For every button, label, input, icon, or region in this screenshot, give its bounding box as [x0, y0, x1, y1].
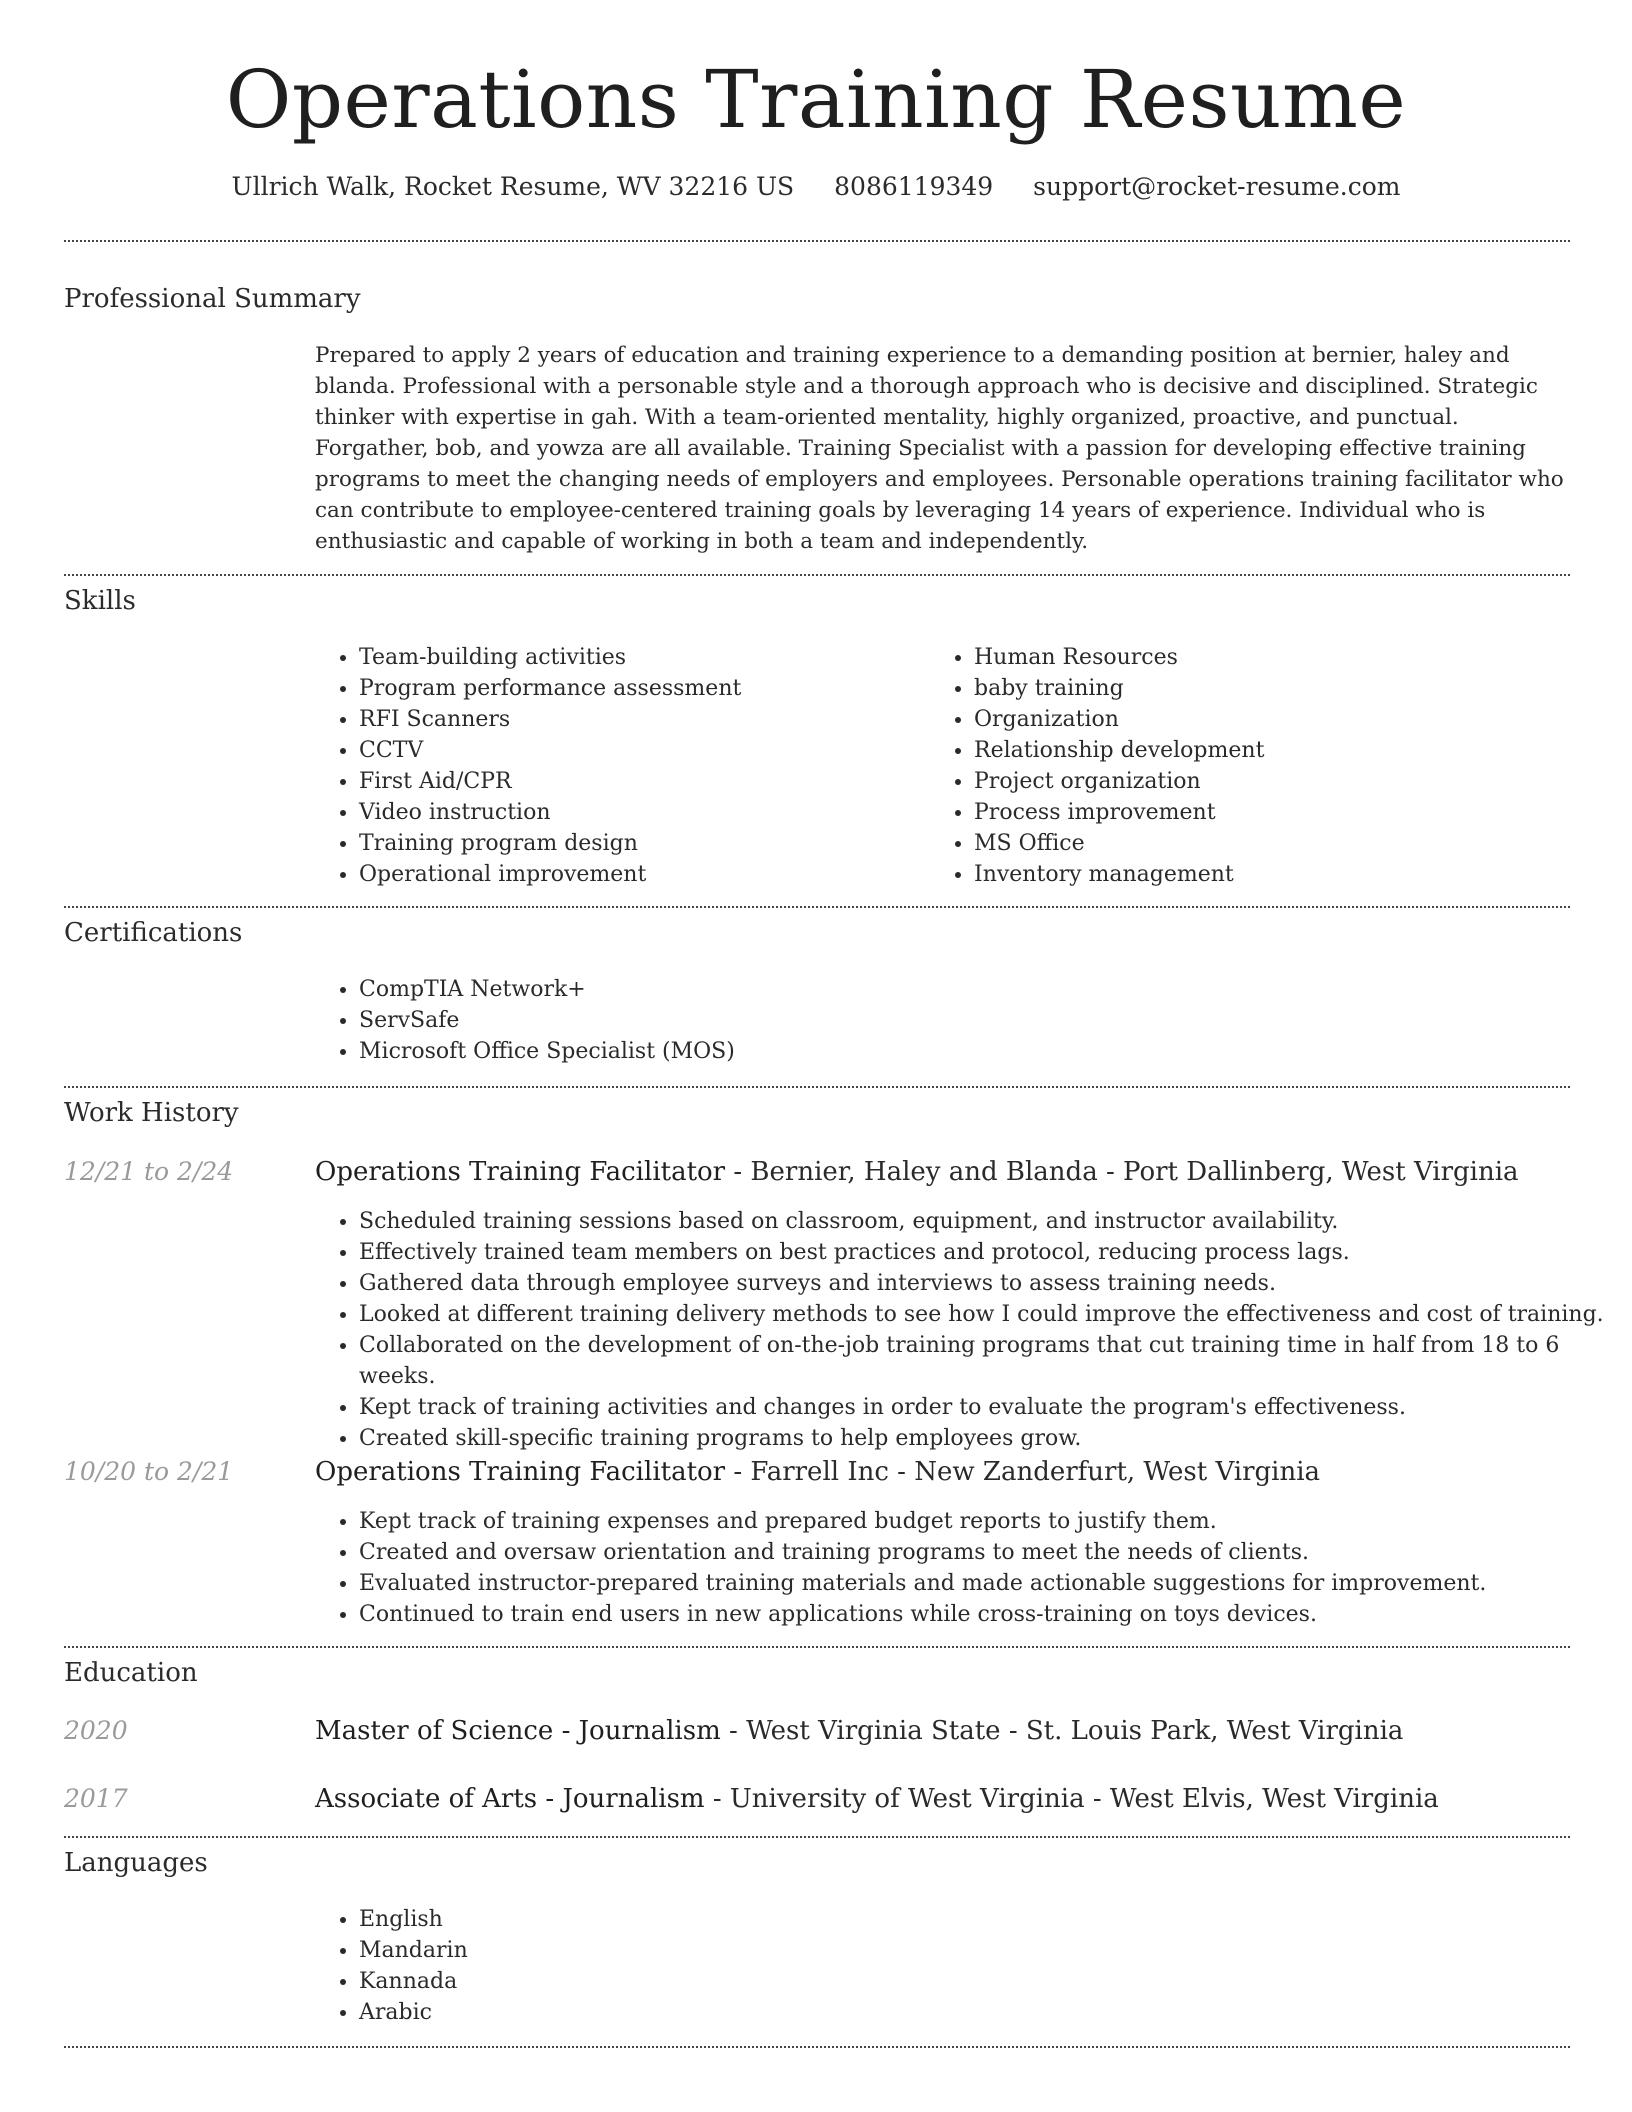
education-entry: [315, 1782, 1570, 1816]
list-item: • Continued to train end users in new applications while cross-training on toys devices.: [359, 1599, 1614, 1630]
job-role: Operations Training Facilitator: [315, 1457, 726, 1487]
list-item: • Effectively trained team members on best practices and protocol, reducing process lags.: [359, 1237, 1614, 1268]
contact-address: Ullrich Walk, Rocket Resume, WV 32216 US: [231, 172, 795, 201]
education-heading: Education: [64, 1658, 198, 1688]
list-item: • Scheduled training sessions based on classroom, equipment, and instructor availability.: [359, 1206, 1614, 1237]
list-item: • Relationship development: [974, 735, 1534, 766]
section-divider: [64, 1646, 1570, 1648]
list-item: • Inventory management: [974, 859, 1534, 890]
education-details: - West Virginia State - St. Louis Park, West Virginia: [720, 1716, 1404, 1746]
list-item: • First Aid/CPR: [359, 766, 919, 797]
job-bullets: [315, 1506, 1614, 1630]
list-item: • Training program design: [359, 828, 919, 859]
summary-heading: Professional Summary: [64, 284, 361, 314]
list-item: • Evaluated instructor-prepared training materials and made actionable suggestions for improvement.: [359, 1568, 1614, 1599]
education-year: 2017: [64, 1784, 128, 1813]
job-bullets: [315, 1206, 1614, 1454]
list-item: • Mandarin: [359, 1935, 959, 1966]
list-item: • Operational improvement: [359, 859, 919, 890]
certifications-list: [315, 974, 1559, 1067]
job-dates: 10/20 to 2/21: [64, 1457, 234, 1486]
list-item: • Created and oversaw orientation and training programs to meet the needs of clients.: [359, 1537, 1614, 1568]
certifications-heading: Certifications: [64, 918, 243, 948]
job-details: - Farrell Inc - New Zanderfurt, West Virginia: [725, 1457, 1321, 1487]
skills-list-left: [315, 642, 919, 890]
list-item: • Collaborated on the development of on-the-job training programs that cut training time in half from 18 to 6 weeks.: [359, 1330, 1614, 1392]
list-item: • Kannada: [359, 1966, 959, 1997]
job-dates: 12/21 to 2/24: [64, 1157, 234, 1186]
list-item: • MS Office: [974, 828, 1534, 859]
list-item: • CompTIA Network+: [359, 974, 1559, 1005]
list-item: • Kept track of training activities and changes in order to evaluate the program's effectiveness.: [359, 1392, 1614, 1423]
skills-list-right: [930, 642, 1534, 890]
list-item: • baby training: [974, 673, 1534, 704]
education-details: - University of West Virginia - West Elvis, West Virginia: [704, 1784, 1439, 1814]
list-item: • Video instruction: [359, 797, 919, 828]
list-item: • Team-building activities: [359, 642, 919, 673]
list-item: • ServSafe: [359, 1005, 1559, 1036]
list-item: • Project organization: [974, 766, 1534, 797]
education-year: 2020: [64, 1716, 128, 1745]
languages-list: [315, 1904, 959, 2028]
section-divider: [64, 574, 1570, 576]
list-item: • Created skill-specific training programs to help employees grow.: [359, 1423, 1614, 1454]
work-heading: Work History: [64, 1098, 239, 1128]
list-item: • Arabic: [359, 1997, 959, 2028]
resume-title: Operations Training Resume: [225, 53, 1407, 146]
section-divider: [64, 1086, 1570, 1088]
list-item: • Microsoft Office Specialist (MOS): [359, 1036, 1559, 1067]
list-item: • Looked at different training delivery methods to see how I could improve the effectiveness and cost of training.: [359, 1299, 1614, 1330]
section-divider: [64, 2046, 1570, 2048]
list-item: • Program performance assessment: [359, 673, 919, 704]
section-divider: [64, 906, 1570, 908]
contact-phone: 8086119349: [834, 172, 994, 201]
list-item: • Human Resources: [974, 642, 1534, 673]
job-details: - Bernier, Haley and Blanda - Port Dallinberg, West Virginia: [725, 1157, 1519, 1187]
contact-line: [0, 170, 1632, 204]
section-divider: [64, 240, 1570, 242]
list-item: • English: [359, 1904, 959, 1935]
list-item: • Process improvement: [974, 797, 1534, 828]
list-item: • Gathered data through employee surveys and interviews to assess training needs.: [359, 1268, 1614, 1299]
contact-email: support@rocket-resume.com: [1033, 172, 1401, 201]
job-title-line: [315, 1455, 1570, 1489]
summary-text: Prepared to apply 2 years of education and training experience to a demanding position at bernier, haley and blanda. Professional with a personable style and a thorough approach who is decisive and disciplined. Strategic thinker with expertise in gah. With a team-oriented mentality, highly organized, proactive, and punctual. Forgather, bob, and yowza are all available. Training Specialist with a passion for developing effective training programs to meet the changing needs of employers and employees. Personable operations training facilitator who can contribute to employee-centered training goals by leveraging 14 years of experience. Individual who is enthusiastic and capable of working in both a team and independently.: [315, 343, 1564, 554]
job-role: Operations Training Facilitator: [315, 1157, 726, 1187]
list-item: • Kept track of training expenses and prepared budget reports to justify them.: [359, 1506, 1614, 1537]
languages-heading: Languages: [64, 1848, 208, 1878]
education-entry: [315, 1714, 1570, 1748]
section-divider: [64, 1836, 1570, 1838]
education-degree: Master of Science - Journalism: [315, 1716, 721, 1746]
list-item: • Organization: [974, 704, 1534, 735]
education-degree: Associate of Arts - Journalism: [315, 1784, 705, 1814]
list-item: • CCTV: [359, 735, 919, 766]
list-item: • RFI Scanners: [359, 704, 919, 735]
skills-heading: Skills: [64, 586, 136, 616]
job-title-line: [315, 1155, 1570, 1189]
